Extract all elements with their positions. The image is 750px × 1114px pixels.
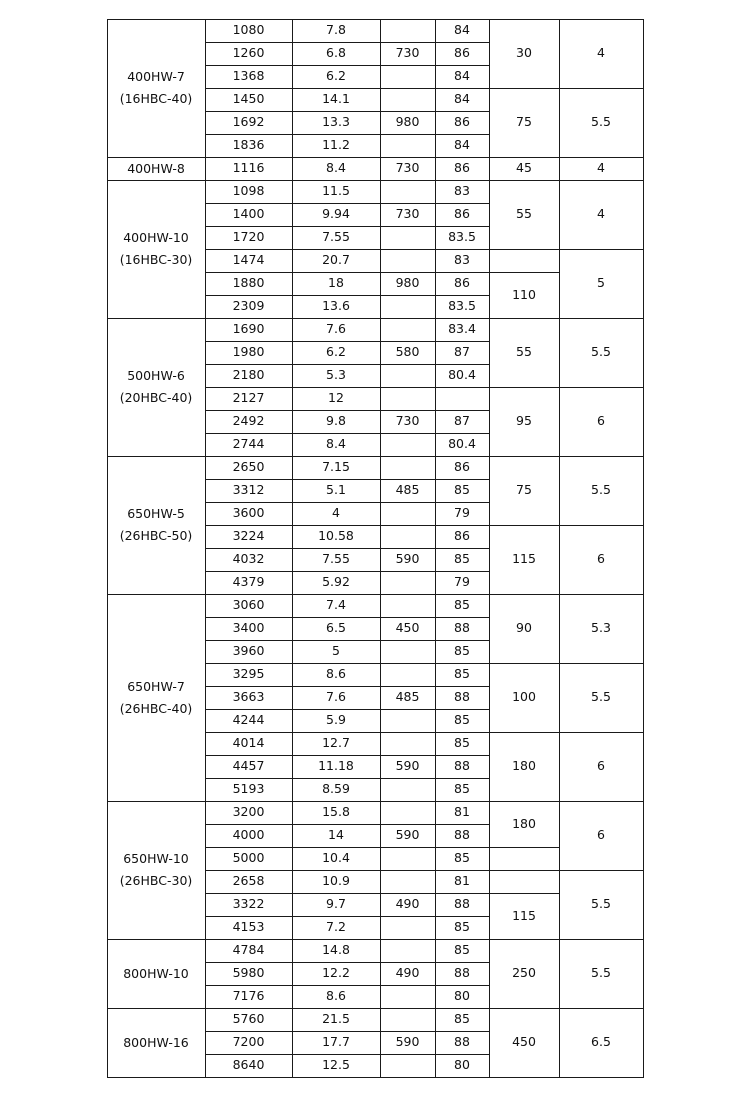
- head-cell: 7.4: [326, 597, 346, 613]
- head-cell: 7.6: [326, 689, 346, 705]
- speed-cell: 590: [395, 1034, 420, 1050]
- efficiency-cell: 86: [454, 206, 470, 222]
- flow-cell: 4784: [232, 942, 265, 958]
- speed-cell: 590: [395, 758, 420, 774]
- flow-cell: 2658: [232, 873, 265, 889]
- table-rule: [435, 663, 489, 664]
- table-rule: [435, 525, 489, 526]
- efficiency-cell: 85: [454, 666, 470, 682]
- head-cell: 7.6: [326, 321, 346, 337]
- table-rule: [435, 479, 489, 480]
- table-rule: [435, 548, 489, 549]
- table-rule: [559, 88, 643, 89]
- head-cell: 7.55: [322, 551, 350, 567]
- table-rule: [107, 456, 644, 457]
- head-cell: 10.9: [322, 873, 350, 889]
- table-rule: [435, 778, 489, 779]
- flow-cell: 1098: [232, 183, 265, 199]
- power-cell: 75: [516, 114, 532, 130]
- flow-cell: 4153: [232, 919, 265, 935]
- model-name-line: 650HW-10: [123, 851, 189, 866]
- efficiency-cell: 88: [454, 1034, 470, 1050]
- table-rule: [559, 525, 643, 526]
- table-rule: [380, 88, 435, 89]
- table-rule: [435, 387, 489, 388]
- model-name-line: (20HBC-40): [119, 390, 193, 405]
- head-cell: 20.7: [322, 252, 350, 268]
- power-cell: [489, 249, 559, 272]
- table-rule: [435, 985, 489, 986]
- model-name-line: (26HBC-40): [119, 700, 193, 716]
- npsh-cell: 6: [597, 827, 605, 843]
- model-name-line: (16HBC-40): [119, 91, 193, 106]
- table-rule: [435, 341, 489, 342]
- power-cell: [489, 847, 559, 870]
- flow-cell: 3322: [232, 896, 265, 912]
- speed-cell: 730: [395, 45, 420, 61]
- npsh-cell: 5.5: [591, 896, 611, 912]
- head-cell: 8.59: [322, 781, 350, 797]
- model-cell: [107, 594, 205, 801]
- head-cell: 14: [328, 827, 344, 843]
- head-cell: 7.2: [326, 919, 346, 935]
- table-rule: [107, 939, 644, 940]
- table-rule: [205, 19, 206, 1078]
- efficiency-cell: 84: [454, 137, 470, 153]
- efficiency-cell: 85: [454, 597, 470, 613]
- head-cell: 5.92: [322, 574, 350, 590]
- flow-cell: 4032: [232, 551, 265, 567]
- flow-cell: 5000: [232, 850, 265, 866]
- power-cell: 55: [516, 206, 532, 222]
- head-cell: 8.6: [326, 988, 346, 1004]
- table-rule: [435, 962, 489, 963]
- table-rule: [107, 318, 644, 319]
- efficiency-cell: [435, 387, 489, 410]
- head-cell: 6.2: [326, 344, 346, 360]
- power-cell: 90: [516, 620, 532, 636]
- table-rule: [107, 19, 644, 20]
- table-rule: [435, 88, 489, 89]
- efficiency-cell: 88: [454, 689, 470, 705]
- table-rule: [435, 272, 489, 273]
- table-rule: [489, 870, 559, 871]
- speed-cell: 580: [395, 344, 420, 360]
- table-rule: [435, 732, 489, 733]
- model-cell: [107, 19, 205, 157]
- head-cell: 11.18: [318, 758, 354, 774]
- efficiency-cell: 79: [454, 574, 470, 590]
- model-name-line: 800HW-16: [123, 1034, 189, 1050]
- flow-cell: 2180: [232, 367, 265, 383]
- table-rule: [435, 433, 489, 434]
- power-cell: 115: [512, 907, 536, 923]
- model-cell: [107, 801, 205, 939]
- head-cell: 10.58: [318, 528, 354, 544]
- efficiency-cell: 80: [454, 1057, 470, 1073]
- npsh-cell: 5.5: [591, 114, 611, 130]
- npsh-cell: 5.3: [591, 620, 611, 636]
- table-rule: [559, 249, 643, 250]
- table-rule: [489, 663, 559, 664]
- head-cell: 13.6: [322, 298, 350, 314]
- flow-cell: 1692: [232, 114, 265, 130]
- efficiency-cell: 83.4: [448, 321, 476, 337]
- table-rule: [107, 594, 644, 595]
- table-rule: [435, 571, 489, 572]
- model-cell: [107, 939, 205, 1008]
- efficiency-cell: 81: [454, 804, 470, 820]
- speed-cell: 485: [395, 482, 420, 498]
- efficiency-cell: 86: [454, 114, 470, 130]
- table-rule: [380, 525, 435, 526]
- flow-cell: 2492: [232, 413, 265, 429]
- table-rule: [489, 847, 559, 848]
- efficiency-cell: 86: [454, 160, 470, 176]
- table-rule: [489, 272, 559, 273]
- model-name-line: 400HW-8: [127, 160, 185, 176]
- model-name-line: 650HW-7: [127, 678, 185, 694]
- table-rule: [435, 916, 489, 917]
- head-cell: 21.5: [322, 1011, 350, 1027]
- efficiency-cell: 88: [454, 827, 470, 843]
- table-rule: [559, 19, 560, 1078]
- flow-cell: 7200: [232, 1034, 265, 1050]
- speed-cell: 490: [395, 965, 420, 981]
- npsh-cell: 4: [597, 160, 605, 176]
- table-rule: [489, 19, 490, 1078]
- head-cell: 5.3: [326, 367, 346, 383]
- table-rule: [435, 364, 489, 365]
- npsh-cell: 5.5: [591, 482, 611, 498]
- efficiency-cell: 83: [454, 183, 470, 199]
- table-rule: [435, 502, 489, 503]
- head-cell: 12.7: [322, 735, 350, 751]
- power-cell: 55: [516, 344, 532, 360]
- table-rule: [107, 1008, 644, 1009]
- table-rule: [435, 686, 489, 687]
- efficiency-cell: 85: [454, 781, 470, 797]
- efficiency-cell: 80.4: [448, 367, 476, 383]
- table-rule: [435, 410, 489, 411]
- efficiency-cell: 80: [454, 988, 470, 1004]
- head-cell: 6.8: [326, 45, 346, 61]
- speed-cell: 980: [395, 114, 420, 130]
- flow-cell: 3224: [232, 528, 265, 544]
- efficiency-cell: 80.4: [448, 436, 476, 452]
- head-cell: 18: [328, 275, 344, 291]
- efficiency-cell: 83: [454, 252, 470, 268]
- model-name-line: 800HW-10: [123, 965, 189, 981]
- table-rule: [435, 42, 489, 43]
- head-cell: 11.2: [322, 137, 350, 153]
- flow-cell: 1080: [232, 22, 265, 38]
- flow-cell: 1880: [232, 275, 265, 291]
- efficiency-cell: 87: [454, 344, 470, 360]
- efficiency-cell: 86: [454, 275, 470, 291]
- efficiency-cell: 79: [454, 505, 470, 521]
- flow-cell: 2309: [232, 298, 265, 314]
- flow-cell: 4379: [232, 574, 265, 590]
- table-rule: [435, 709, 489, 710]
- model-name-line: (16HBC-30): [119, 252, 193, 267]
- table-rule: [107, 157, 644, 158]
- table-rule: [489, 732, 559, 733]
- flow-cell: 4000: [232, 827, 265, 843]
- flow-cell: 4014: [232, 735, 265, 751]
- head-cell: 9.8: [326, 413, 346, 429]
- efficiency-cell: 86: [454, 45, 470, 61]
- flow-cell: 3663: [232, 689, 265, 705]
- table-rule: [435, 134, 489, 135]
- efficiency-cell: 83.5: [448, 298, 476, 314]
- table-rule: [380, 387, 435, 388]
- head-cell: 15.8: [322, 804, 350, 820]
- model-name-line: 400HW-10: [123, 230, 189, 245]
- power-cell: 115: [512, 551, 536, 567]
- table-rule: [107, 801, 644, 802]
- npsh-cell: 6.5: [591, 1034, 611, 1050]
- npsh-cell: 6: [597, 551, 605, 567]
- speed-cell: 490: [395, 896, 420, 912]
- power-cell: 450: [512, 1034, 536, 1050]
- head-cell: 9.7: [326, 896, 346, 912]
- npsh-cell: 5.5: [591, 344, 611, 360]
- flow-cell: 1474: [232, 252, 265, 268]
- table-rule: [559, 732, 643, 733]
- table-rule: [435, 19, 436, 1078]
- flow-cell: 4457: [232, 758, 265, 774]
- efficiency-cell: 83.5: [448, 229, 476, 245]
- efficiency-cell: 85: [454, 735, 470, 751]
- flow-cell: 3960: [232, 643, 265, 659]
- flow-cell: 5760: [232, 1011, 265, 1027]
- flow-cell: 8640: [232, 1057, 265, 1073]
- head-cell: 9.94: [322, 206, 350, 222]
- table-rule: [380, 870, 435, 871]
- table-rule: [380, 19, 381, 1078]
- table-rule: [380, 732, 435, 733]
- efficiency-cell: 88: [454, 620, 470, 636]
- table-rule: [107, 1077, 644, 1078]
- head-cell: 10.4: [322, 850, 350, 866]
- table-rule: [489, 525, 559, 526]
- model-name-line: (26HBC-50): [119, 528, 193, 543]
- efficiency-cell: 85: [454, 712, 470, 728]
- model-cell: [107, 157, 205, 180]
- flow-cell: 3060: [232, 597, 265, 613]
- power-cell: 95: [516, 413, 532, 429]
- efficiency-cell: 87: [454, 413, 470, 429]
- speed-cell: 590: [395, 827, 420, 843]
- model-name-line: 500HW-6: [127, 368, 185, 383]
- flow-cell: 2127: [232, 390, 265, 406]
- speed-cell: 450: [395, 620, 420, 636]
- efficiency-cell: 84: [454, 91, 470, 107]
- speed-cell: 730: [395, 160, 420, 176]
- table-rule: [559, 663, 643, 664]
- table-rule: [292, 19, 293, 1078]
- flow-cell: 5980: [232, 965, 265, 981]
- speed-cell: 730: [395, 206, 420, 222]
- npsh-cell: 4: [597, 206, 605, 222]
- efficiency-cell: 84: [454, 22, 470, 38]
- head-cell: 12: [328, 390, 344, 406]
- table-rule: [435, 1054, 489, 1055]
- head-cell: 11.5: [322, 183, 350, 199]
- speed-cell: 730: [395, 413, 420, 429]
- npsh-cell: 6: [597, 413, 605, 429]
- head-cell: 17.7: [322, 1034, 350, 1050]
- speed-cell: 485: [395, 689, 420, 705]
- model-name-line: 650HW-5: [127, 506, 185, 521]
- table-rule: [435, 824, 489, 825]
- power-cell: 250: [512, 965, 536, 981]
- table-rule: [435, 295, 489, 296]
- power-cell: 110: [512, 286, 536, 302]
- model-cell: [107, 456, 205, 594]
- head-cell: 12.5: [322, 1057, 350, 1073]
- flow-cell: 3600: [232, 505, 265, 521]
- efficiency-cell: 85: [454, 1011, 470, 1027]
- table-rule: [489, 893, 559, 894]
- power-cell: [489, 870, 559, 893]
- table-rule: [380, 663, 435, 664]
- model-name-line: (26HBC-30): [119, 873, 193, 888]
- head-cell: 7.15: [322, 459, 350, 475]
- npsh-cell: 4: [597, 45, 605, 61]
- efficiency-cell: 85: [454, 850, 470, 866]
- table-rule: [435, 65, 489, 66]
- flow-cell: 1836: [232, 137, 265, 153]
- flow-cell: 3295: [232, 666, 265, 682]
- efficiency-cell: 88: [454, 758, 470, 774]
- efficiency-cell: 85: [454, 919, 470, 935]
- model-name-line: 400HW-7: [127, 69, 185, 84]
- flow-cell: 2650: [232, 459, 265, 475]
- table-rule: [435, 249, 489, 250]
- table-rule: [107, 19, 108, 1078]
- efficiency-cell: 86: [454, 528, 470, 544]
- efficiency-cell: 81: [454, 873, 470, 889]
- flow-cell: 1400: [232, 206, 265, 222]
- power-cell: 75: [516, 482, 532, 498]
- npsh-cell: 5.5: [591, 965, 611, 981]
- model-cell: [107, 180, 205, 318]
- flow-cell: 1450: [232, 91, 265, 107]
- flow-cell: 1260: [232, 45, 265, 61]
- flow-cell: 5193: [232, 781, 265, 797]
- flow-cell: 7176: [232, 988, 265, 1004]
- efficiency-cell: 85: [454, 643, 470, 659]
- head-cell: 8.4: [326, 436, 346, 452]
- table-rule: [435, 617, 489, 618]
- table-rule: [435, 1031, 489, 1032]
- speed-cell: 590: [395, 551, 420, 567]
- flow-cell: 1690: [232, 321, 265, 337]
- head-cell: 4: [332, 505, 340, 521]
- flow-cell: 3200: [232, 804, 265, 820]
- head-cell: 8.4: [326, 160, 346, 176]
- table-rule: [643, 19, 644, 1078]
- table-rule: [559, 387, 643, 388]
- model-cell: [107, 318, 205, 456]
- table-rule: [489, 249, 559, 250]
- table-rule: [435, 640, 489, 641]
- efficiency-cell: 86: [454, 459, 470, 475]
- head-cell: 8.6: [326, 666, 346, 682]
- efficiency-cell: 84: [454, 68, 470, 84]
- flow-cell: 1116: [232, 160, 265, 176]
- table-rule: [435, 226, 489, 227]
- flow-cell: 1980: [232, 344, 265, 360]
- npsh-cell: 6: [597, 758, 605, 774]
- table-rule: [435, 847, 489, 848]
- table-rule: [489, 387, 559, 388]
- table-rule: [435, 893, 489, 894]
- efficiency-cell: 85: [454, 942, 470, 958]
- flow-cell: 1720: [232, 229, 265, 245]
- efficiency-cell: 88: [454, 896, 470, 912]
- head-cell: 13.3: [322, 114, 350, 130]
- speed-cell: 980: [395, 275, 420, 291]
- table-rule: [107, 180, 644, 181]
- head-cell: 6.5: [326, 620, 346, 636]
- model-cell: [107, 1008, 205, 1077]
- table-rule: [435, 111, 489, 112]
- head-cell: 5.9: [326, 712, 346, 728]
- efficiency-cell: 85: [454, 482, 470, 498]
- table-rule: [489, 88, 559, 89]
- head-cell: 7.55: [322, 229, 350, 245]
- head-cell: 14.1: [322, 91, 350, 107]
- head-cell: 5.1: [326, 482, 346, 498]
- npsh-cell: 5: [597, 275, 605, 291]
- table-rule: [380, 249, 435, 250]
- flow-cell: 1368: [232, 68, 265, 84]
- head-cell: 12.2: [322, 965, 350, 981]
- flow-cell: 2744: [232, 436, 265, 452]
- head-cell: 5: [332, 643, 340, 659]
- power-cell: 180: [512, 815, 536, 831]
- flow-cell: 3400: [232, 620, 265, 636]
- flow-cell: 4244: [232, 712, 265, 728]
- power-cell: 45: [516, 160, 532, 176]
- npsh-cell: 5.5: [591, 689, 611, 705]
- head-cell: 14.8: [322, 942, 350, 958]
- power-cell: 30: [516, 45, 532, 61]
- table-rule: [559, 870, 643, 871]
- head-cell: 7.8: [326, 22, 346, 38]
- flow-cell: 3312: [232, 482, 265, 498]
- efficiency-cell: 88: [454, 965, 470, 981]
- head-cell: 6.2: [326, 68, 346, 84]
- table-rule: [435, 203, 489, 204]
- table-rule: [435, 870, 489, 871]
- efficiency-cell: 85: [454, 551, 470, 567]
- table-rule: [435, 755, 489, 756]
- power-cell: 180: [512, 758, 536, 774]
- power-cell: 100: [512, 689, 536, 705]
